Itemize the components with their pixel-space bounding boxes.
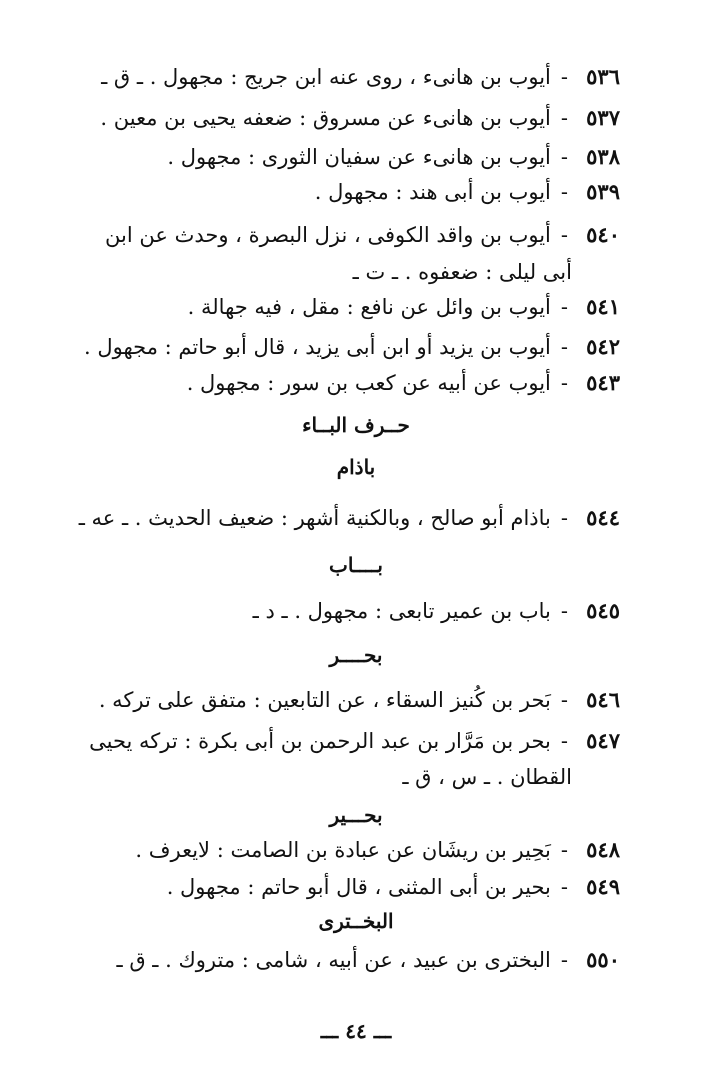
entry-547: ٥٤٧-بحر بن مَرَّار بن عبد الرحمن بن أبى بكرة : تركه يحيى [80,726,620,756]
entry-number: ٥٣٩ [586,179,620,204]
entry-text: أيوب بن أبى هند : مجهول . [314,180,551,204]
entry-537: ٥٣٧-أيوب بن هانىء عن مسروق : ضعفه يحيى بن معين . [80,103,620,133]
entry-text: أيوب بن هانىء عن مسروق : ضعفه يحيى بن معين . [100,106,551,130]
entry-text: البخترى بن عبيد ، عن أبيه ، شامى : متروك . ـ ق ـ [116,948,551,972]
entry-539: ٥٣٩-أيوب بن أبى هند : مجهول . [80,177,620,207]
entry-text: أيوب بن هانىء ، روى عنه ابن جريج : مجهول . ـ ق ـ [101,65,551,89]
subheading-bahir: بحـــير [329,803,383,827]
entry-548: ٥٤٨-بَحِير بن ريشَان عن عبادة بن الصامت : لايعرف . [80,835,620,865]
entry-542: ٥٤٢-أيوب بن يزيد أو ابن أبى يزيد ، قال أبو حاتم : مجهول . [80,332,620,362]
entry-number: ٥٣٦ [586,64,620,89]
entry-549: ٥٤٩-بحير بن أبى المثنى ، قال أبو حاتم : مجهول . [80,872,620,902]
subheading-bab: بــــاب [329,553,383,577]
entry-number: ٥٥٠ [586,947,620,972]
entry-538: ٥٣٨-أيوب بن هانىء عن سفيان الثورى : مجهول . [80,142,620,172]
entry-number: ٥٣٧ [586,105,620,130]
entry-number: ٥٤١ [586,294,620,319]
entry-number: ٥٤٣ [586,370,620,395]
entry-text: أيوب بن واقد الكوفى ، نزل البصرة ، وحدث عن ابن [105,223,551,247]
entry-text: أيوب بن هانىء عن سفيان الثورى : مجهول . [167,145,551,169]
subheading-badham: باذام [336,455,376,479]
entry-number: ٥٤٨ [586,837,620,862]
entry-number: ٥٤٢ [586,334,620,359]
entry-text: بَحر بن كُنيز السقاء ، عن التابعين : متفق على تركه . [98,688,551,712]
entry-number: ٥٣٨ [586,144,620,169]
entry-text: أيوب بن يزيد أو ابن أبى يزيد ، قال أبو حاتم : مجهول . [84,335,551,359]
entry-546: ٥٤٦-بَحر بن كُنيز السقاء ، عن التابعين : متفق على تركه . [80,685,620,715]
entry-text: بَحِير بن ريشَان عن عبادة بن الصامت : لايعرف . [135,838,551,862]
section-heading-letter-ba: حــرف البــاء [302,413,410,437]
entry-545: ٥٤٥-باب بن عمير تابعى : مجهول . ـ د ـ [80,596,620,626]
entry-number: ٥٤٠ [586,222,620,247]
entry-text: بحر بن مَرَّار بن عبد الرحمن بن أبى بكرة : تركه يحيى [89,729,551,753]
entry-text: باذام أبو صالح ، وبالكنية أشهر : ضعيف الحديث . ـ عه ـ [78,506,551,530]
entry-547-continuation: القطان . ـ س ، ق ـ [402,765,572,789]
entry-540: ٥٤٠-أيوب بن واقد الكوفى ، نزل البصرة ، وحدث عن ابن [80,220,620,250]
entry-text: باب بن عمير تابعى : مجهول . ـ د ـ [252,599,551,623]
entry-text: أيوب عن أبيه عن كعب بن سور : مجهول . [186,371,551,395]
entry-number: ٥٤٩ [586,874,620,899]
entry-text: أيوب بن وائل عن نافع : مقل ، فيه جهالة . [187,295,551,319]
entry-536: ٥٣٦-أيوب بن هانىء ، روى عنه ابن جريج : مجهول . ـ ق ـ [80,62,620,92]
entry-number: ٥٤٤ [586,505,620,530]
entry-544: ٥٤٤-باذام أبو صالح ، وبالكنية أشهر : ضعيف الحديث . ـ عه ـ [80,503,620,533]
entry-number: ٥٤٦ [586,687,620,712]
entry-540-continuation: أبى ليلى : ضعفوه . ـ ت ـ [352,260,572,284]
entry-543: ٥٤٣-أيوب عن أبيه عن كعب بن سور : مجهول . [80,368,620,398]
page-number: ـــ ٤٤ ـــ [320,1019,392,1043]
entry-550: ٥٥٠-البخترى بن عبيد ، عن أبيه ، شامى : متروك . ـ ق ـ [80,945,620,975]
subheading-bahr: بحــــر [329,643,383,667]
entry-number: ٥٤٧ [586,728,620,753]
subheading-bakhtari: البخــترى [318,909,394,933]
entry-541: ٥٤١-أيوب بن وائل عن نافع : مقل ، فيه جهالة . [80,292,620,322]
entry-number: ٥٤٥ [586,598,620,623]
entry-text: بحير بن أبى المثنى ، قال أبو حاتم : مجهول . [166,875,551,899]
